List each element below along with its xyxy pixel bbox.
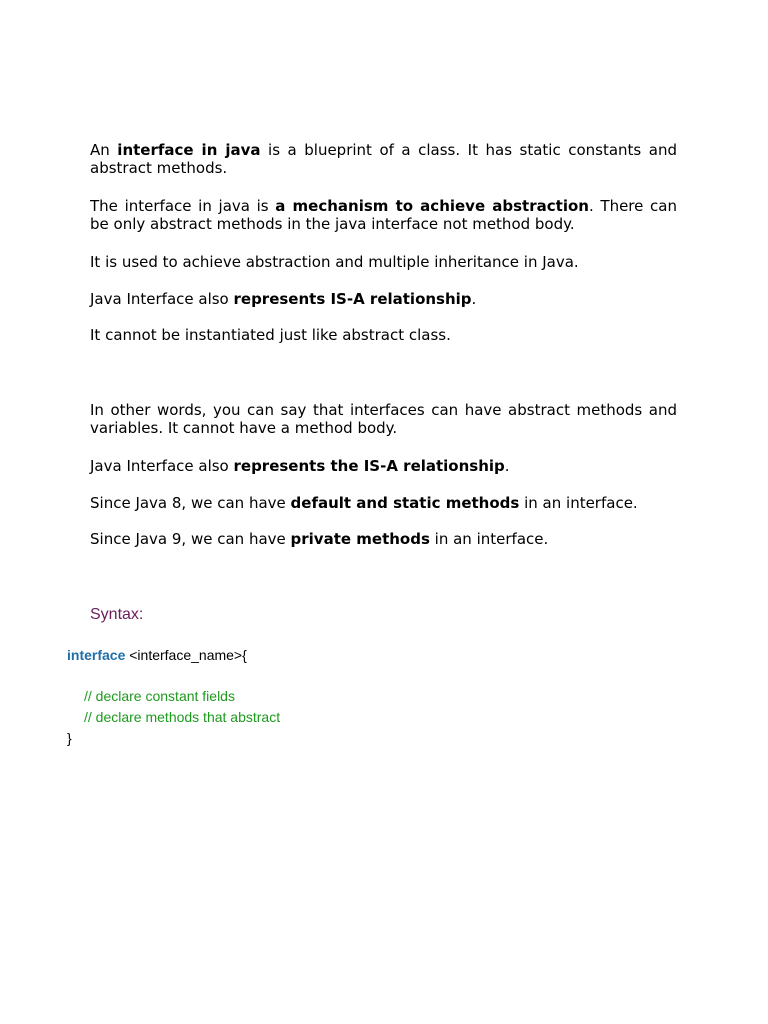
bold-term: represents IS-A relationship xyxy=(233,290,472,308)
paragraph-java9 xyxy=(90,530,677,548)
text-run: An xyxy=(90,141,118,159)
code-comment-methods: // declare methods that abstract xyxy=(84,709,281,725)
paragraph-is-a xyxy=(90,290,677,308)
bold-term: a mechanism to achieve abstraction xyxy=(275,197,589,215)
paragraph-java8 xyxy=(90,494,677,512)
text-run: . xyxy=(471,290,477,308)
text-run: in an interface. xyxy=(429,530,549,548)
bold-term: represents the IS-A relationship xyxy=(233,457,505,475)
bold-term: interface in java xyxy=(117,141,261,159)
paragraph-definition xyxy=(90,141,677,177)
text-run: The interface in java is xyxy=(90,197,276,215)
code-signature: <interface_name>{ xyxy=(125,647,247,663)
text-run: Since Java 9, we can have xyxy=(90,530,291,548)
text-run: It is used to achieve abstraction and multiple inheritance in Java. xyxy=(90,253,579,271)
text-run: It cannot be instantiated just like abstract class. xyxy=(90,326,451,344)
paragraph-is-a-2 xyxy=(90,457,677,475)
bold-term: private methods xyxy=(290,530,430,548)
text-run: Since Java 8, we can have xyxy=(90,494,291,512)
text-run: Java Interface also xyxy=(90,290,234,308)
text-run: in an interface. xyxy=(519,494,638,512)
code-closing-brace: } xyxy=(67,730,72,746)
paragraph-other-words xyxy=(90,401,677,437)
syntax-heading: Syntax: xyxy=(90,606,144,623)
text-run: . xyxy=(504,457,510,475)
text-run: In other words, you can say that interfaces can have abstract methods and variables. It cannot have a method body. xyxy=(90,401,677,437)
paragraph-instantiation xyxy=(90,326,677,344)
code-line-signature xyxy=(67,645,247,665)
text-run: is a blueprint of a class. It has static constants and abstract methods. xyxy=(90,141,677,177)
code-comment-constants: // declare constant fields xyxy=(84,688,235,704)
paragraph-usage xyxy=(90,253,677,271)
bold-term: default and static methods xyxy=(290,494,520,512)
text-run: . There can be only abstract methods in the java interface not method body. xyxy=(90,197,677,233)
text-run: Java Interface also xyxy=(90,457,234,475)
paragraph-mechanism xyxy=(90,197,677,233)
code-keyword: interface xyxy=(67,647,126,663)
